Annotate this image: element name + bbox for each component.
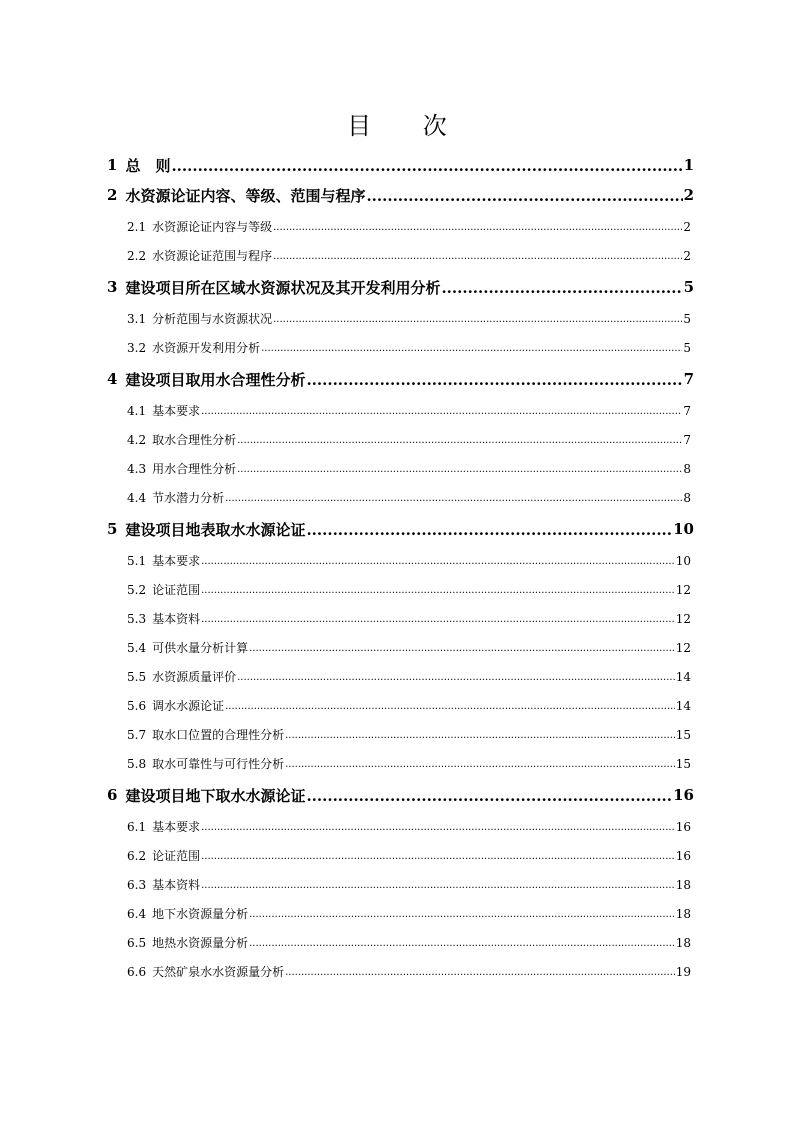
entry-label: 水资源质量评价 — [152, 670, 237, 684]
dot-leader — [261, 342, 682, 354]
entry-number: 5 — [107, 520, 118, 538]
dot-leader — [249, 642, 675, 654]
dot-leader — [201, 821, 675, 833]
toc-chapter-entry[interactable] — [107, 178, 694, 212]
entry-number: 6.1 — [127, 819, 147, 834]
toc-section-entry[interactable] — [107, 575, 694, 604]
dot-leader — [249, 937, 675, 949]
entry-number: 3 — [107, 278, 118, 296]
toc-section-entry[interactable] — [107, 396, 694, 425]
entry-label: 水资源论证内容与等级 — [152, 220, 273, 234]
toc-chapter-entry[interactable] — [107, 270, 694, 304]
entry-label: 论证范围 — [152, 849, 201, 863]
entry-page-number: 10 — [675, 553, 691, 568]
entry-number: 5.5 — [127, 669, 147, 684]
dot-leader — [273, 313, 682, 325]
dot-leader — [237, 463, 682, 475]
entry-label: 基本资料 — [152, 878, 201, 892]
entry-number: 5.2 — [127, 582, 147, 597]
dot-leader — [225, 492, 682, 504]
toc-section-entry[interactable] — [107, 957, 694, 986]
dot-leader — [306, 522, 672, 537]
toc-section-entry[interactable] — [107, 483, 694, 512]
entry-label: 基本要求 — [152, 554, 201, 568]
dot-leader — [249, 908, 675, 920]
toc-section-entry[interactable] — [107, 662, 694, 691]
entry-label: 建设项目地下取水水源论证 — [125, 786, 306, 805]
entry-page-number: 1 — [683, 156, 694, 174]
entry-label: 地热水资源量分析 — [152, 936, 249, 950]
toc-title: 目 次 — [347, 112, 469, 140]
dot-leader — [201, 405, 682, 417]
table-of-contents — [107, 148, 694, 986]
entry-label: 取水口位置的合理性分析 — [152, 728, 285, 742]
dot-leader — [171, 158, 682, 173]
entry-label: 论证范围 — [152, 583, 201, 597]
entry-number: 2.2 — [127, 248, 147, 263]
entry-page-number: 5 — [683, 311, 691, 326]
entry-page-number: 8 — [683, 461, 691, 476]
entry-number: 3.1 — [127, 311, 147, 326]
toc-section-entry[interactable] — [107, 812, 694, 841]
entry-page-number: 14 — [675, 698, 691, 713]
toc-chapter-entry[interactable] — [107, 512, 694, 546]
toc-section-entry[interactable] — [107, 633, 694, 662]
entry-page-number: 2 — [683, 186, 694, 204]
dot-leader — [306, 372, 682, 387]
dot-leader — [273, 250, 682, 262]
dot-leader — [201, 850, 675, 862]
dot-leader — [285, 729, 675, 741]
entry-label: 建设项目取用水合理性分析 — [125, 370, 306, 389]
entry-page-number: 18 — [675, 935, 691, 950]
entry-label: 水资源论证内容、等级、范围与程序 — [125, 186, 366, 205]
toc-section-entry[interactable] — [107, 241, 694, 270]
dot-leader — [366, 188, 682, 203]
entry-page-number: 16 — [675, 819, 691, 834]
entry-number: 4.2 — [127, 432, 147, 447]
entry-label: 水资源开发利用分析 — [152, 341, 261, 355]
entry-number: 1 — [107, 156, 118, 174]
entry-page-number: 15 — [675, 727, 691, 742]
toc-section-entry[interactable] — [107, 870, 694, 899]
dot-leader — [285, 758, 675, 770]
entry-number: 5.3 — [127, 611, 147, 626]
entry-label: 地下水资源量分析 — [152, 907, 249, 921]
toc-section-entry[interactable] — [107, 720, 694, 749]
dot-leader — [201, 879, 675, 891]
dot-leader — [237, 671, 675, 683]
entry-page-number: 7 — [683, 403, 691, 418]
entry-label: 天然矿泉水水资源量分析 — [152, 965, 285, 979]
entry-page-number: 16 — [673, 786, 694, 804]
entry-number: 6 — [107, 786, 118, 804]
toc-section-entry[interactable] — [107, 841, 694, 870]
entry-number: 6.5 — [127, 935, 147, 950]
toc-chapter-entry[interactable] — [107, 148, 694, 182]
dot-leader — [201, 613, 675, 625]
entry-label: 节水潜力分析 — [152, 491, 225, 505]
entry-number: 3.2 — [127, 340, 147, 355]
entry-page-number: 8 — [683, 490, 691, 505]
entry-label: 基本要求 — [152, 404, 201, 418]
entry-page-number: 2 — [683, 248, 691, 263]
entry-number: 2.1 — [127, 219, 147, 234]
toc-section-entry[interactable] — [107, 691, 694, 720]
entry-page-number: 18 — [675, 906, 691, 921]
dot-leader — [237, 434, 682, 446]
entry-label: 可供水量分析计算 — [152, 641, 249, 655]
entry-label: 基本资料 — [152, 612, 201, 626]
toc-section-entry[interactable] — [107, 454, 694, 483]
entry-number: 4.3 — [127, 461, 147, 476]
entry-label: 水资源论证范围与程序 — [152, 249, 273, 263]
toc-section-entry[interactable] — [107, 749, 694, 778]
entry-page-number: 14 — [675, 669, 691, 684]
dot-leader — [201, 584, 675, 596]
entry-page-number: 16 — [675, 848, 691, 863]
toc-section-entry[interactable] — [107, 212, 694, 241]
entry-number: 5.8 — [127, 756, 147, 771]
entry-page-number: 10 — [673, 520, 694, 538]
entry-label: 调水水源论证 — [152, 699, 225, 713]
toc-section-entry[interactable] — [107, 604, 694, 633]
entry-number: 4 — [107, 370, 118, 388]
entry-label: 总 则 — [125, 156, 171, 175]
entry-number: 5.1 — [127, 553, 147, 568]
entry-label: 基本要求 — [152, 820, 201, 834]
dot-leader — [225, 700, 675, 712]
entry-number: 6.3 — [127, 877, 147, 892]
entry-label: 建设项目地表取水水源论证 — [125, 520, 306, 539]
entry-number: 2 — [107, 186, 118, 204]
toc-chapter-entry[interactable] — [107, 362, 694, 396]
dot-leader — [273, 221, 682, 233]
toc-chapter-entry[interactable] — [107, 778, 694, 812]
entry-page-number: 15 — [675, 756, 691, 771]
dot-leader — [441, 280, 682, 295]
entry-label: 用水合理性分析 — [152, 462, 237, 476]
entry-label: 取水合理性分析 — [152, 433, 237, 447]
entry-number: 4.1 — [127, 403, 147, 418]
toc-section-entry[interactable] — [107, 899, 694, 928]
entry-number: 4.4 — [127, 490, 147, 505]
entry-page-number: 12 — [675, 582, 691, 597]
dot-leader — [285, 966, 675, 978]
toc-section-entry[interactable] — [107, 928, 694, 957]
dot-leader — [201, 555, 675, 567]
entry-label: 建设项目所在区域水资源状况及其开发利用分析 — [125, 278, 441, 297]
toc-section-entry[interactable] — [107, 304, 694, 333]
entry-number: 6.6 — [127, 964, 147, 979]
entry-page-number: 5 — [683, 340, 691, 355]
dot-leader — [306, 788, 672, 803]
entry-page-number: 2 — [683, 219, 691, 234]
entry-number: 5.6 — [127, 698, 147, 713]
entry-page-number: 18 — [675, 877, 691, 892]
toc-section-entry[interactable] — [107, 333, 694, 362]
entry-number: 5.7 — [127, 727, 147, 742]
entry-page-number: 19 — [675, 964, 691, 979]
entry-label: 分析范围与水资源状况 — [152, 312, 273, 326]
entry-label: 取水可靠性与可行性分析 — [152, 757, 285, 771]
toc-section-entry[interactable] — [107, 546, 694, 575]
entry-number: 6.2 — [127, 848, 147, 863]
entry-page-number: 7 — [683, 432, 691, 447]
entry-number: 6.4 — [127, 906, 147, 921]
entry-page-number: 7 — [683, 370, 694, 388]
entry-number: 5.4 — [127, 640, 147, 655]
entry-page-number: 12 — [675, 611, 691, 626]
toc-section-entry[interactable] — [107, 425, 694, 454]
entry-page-number: 12 — [675, 640, 691, 655]
entry-page-number: 5 — [683, 278, 694, 296]
